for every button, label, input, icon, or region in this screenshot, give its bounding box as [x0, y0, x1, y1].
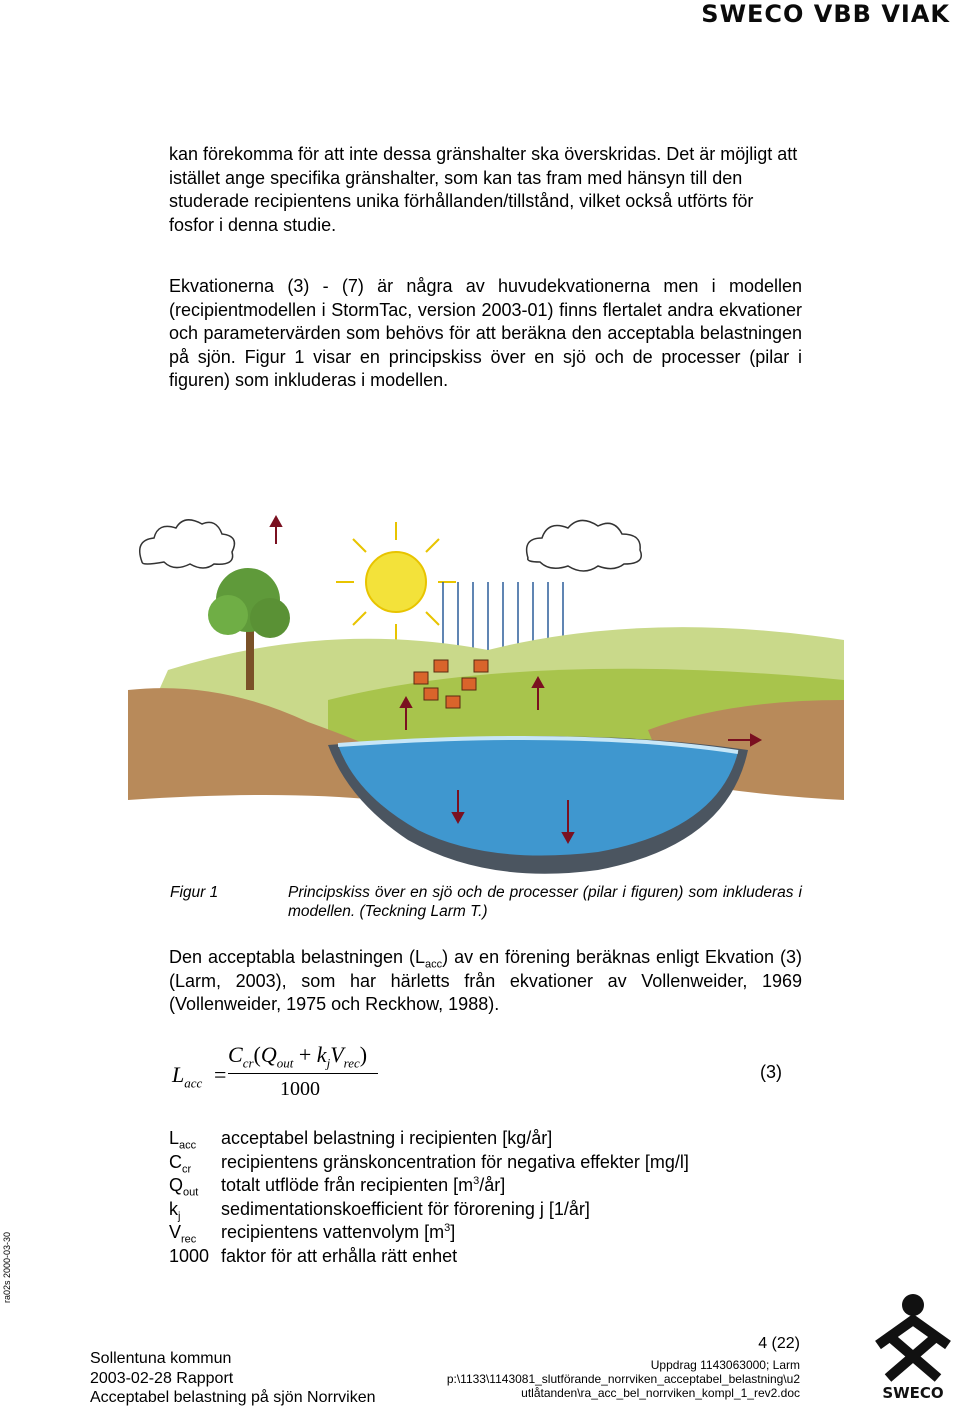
paragraph-1: kan förekomma för att inte dessa gränshalter ska överskridas. Det är möjligt att istället ange specifika gränshalter, som kan tas fram med hänsyn till den studerade recipientens unika förhållanden/tillstånd, vilket också utförts för fosfor i denna studie. [169, 144, 798, 235]
def-symbol: $k_j$ [169, 1198, 181, 1223]
figure-caption: Principskiss över en sjö och de processer (pilar i figuren) som inkluderas i modellen. (Teckning Larm T.) [288, 884, 802, 920]
page-number: 4 (22) [758, 1335, 800, 1352]
lake-process-figure [128, 500, 844, 885]
footer-uppdrag-line [447, 1358, 800, 1372]
brand-header: SWECO VBB VIAK [701, 0, 950, 28]
def-symbol: $C_{cr}$ [169, 1151, 192, 1176]
eq-c-sub: cr [242, 1055, 254, 1071]
paragraph-3 [169, 946, 802, 1017]
eq-lhs-symbol: L [172, 1062, 185, 1087]
eq-v: V [330, 1042, 344, 1067]
def-text: sedimentationskoefficient för förorening j [1/år] [221, 1198, 590, 1219]
p3-text-after: ) av en förening beräknas enligt Ekvation (3) (Larm, 2003), som har härletts från ekvationer av Vollenweider, 1969 (Vollenweider, 1975 och Reckhow, 1988). [169, 947, 802, 1015]
def-text: recipientens vattenvolym $[m^3]$ [221, 1222, 456, 1243]
eq-v-sub: rec [343, 1055, 360, 1071]
sweco-logo [872, 1290, 954, 1402]
lake-illustration [128, 500, 844, 885]
eq-paren-close: ) [359, 1042, 368, 1067]
definition-row [169, 1151, 689, 1175]
footer-left [90, 1349, 376, 1408]
footer-title: Acceptabel belastning på sjön Norrviken [90, 1389, 376, 1406]
eq-q-sub: out [276, 1055, 294, 1071]
def-text: acceptabel belastning i recipienten [kg/år] [221, 1128, 553, 1148]
equation-denominator: 1000 [280, 1078, 320, 1100]
def-text: totalt utflöde från recipienten $[m^3/år]$ [221, 1175, 506, 1196]
eq-k: k [316, 1042, 327, 1067]
footer-author: Larm [772, 1358, 800, 1372]
eq-k-sub: j [326, 1055, 331, 1071]
footer-date-type: 2003-02-28 Rapport [90, 1369, 234, 1387]
side-form-id-text: ra02s 2000-03-30 [2, 1231, 12, 1303]
eq-c: C [228, 1042, 243, 1067]
p3-sub: acc [425, 958, 443, 971]
def-symbol: $L_{acc}$ [169, 1128, 197, 1152]
footer-path-1: p:\1133\1143081_slutförande_norrviken_acceptabel_belastning\u2 [446, 1372, 800, 1386]
sweco-logo-icon [872, 1290, 954, 1402]
eq-lhs-sub: acc [184, 1075, 203, 1091]
footer-path-2: utlåtanden\ra_acc_bel_norrviken_kompl_1_rev2.doc [521, 1386, 800, 1400]
paragraph-2: Ekvationerna (3) - (7) är några av huvudekvationerna men i modellen (recipientmodellen i StormTac, version 2003-01) finns flertalet andra ekvationer och parametervärden som behövs för att beräkna den acceptabla belastningen på sjön. Figur 1 visar en principskiss över en sjö och de processer (pilar i figuren) som inkluderas i modellen. [169, 276, 802, 391]
footer-client: Sollentuna kommun [90, 1350, 232, 1367]
definition-row [169, 1221, 689, 1245]
equation-lhs [172, 1062, 203, 1091]
eq-q: Q [260, 1042, 277, 1067]
definition-row [169, 1174, 689, 1198]
def-text: faktor för att erhålla rätt enhet [221, 1245, 458, 1266]
def-symbol: $Q_{out}$ [169, 1175, 199, 1199]
side-form-id [0, 1225, 14, 1305]
equation-number: (3) [760, 1062, 782, 1082]
sweco-logo-text: SWECO [882, 1384, 944, 1402]
equation-numerator [228, 1042, 368, 1071]
figure-label: Figur 1 [170, 884, 219, 901]
def-text: recipientens gränskoncentration för negativa effekter [mg/l] [221, 1151, 689, 1172]
def-symbol: 1000 [169, 1245, 210, 1266]
equation-fraction-bar [228, 1073, 378, 1074]
definition-row [169, 1198, 689, 1222]
def-symbol: $V_{rec}$ [169, 1222, 197, 1246]
p3-text-before: Den acceptabla belastningen (L [169, 947, 426, 967]
definition-row [169, 1127, 689, 1151]
footer-right [447, 1358, 800, 1400]
definitions-list [169, 1127, 689, 1269]
side-form-id-svg [0, 1225, 14, 1305]
definition-row [169, 1245, 689, 1269]
equation-equals: = [214, 1062, 227, 1087]
eq-paren-open: ( [253, 1042, 261, 1067]
footer-uppdrag: Uppdrag 1143063000; [650, 1358, 770, 1372]
sun-icon [336, 522, 456, 642]
eq-plus: + [298, 1042, 312, 1067]
